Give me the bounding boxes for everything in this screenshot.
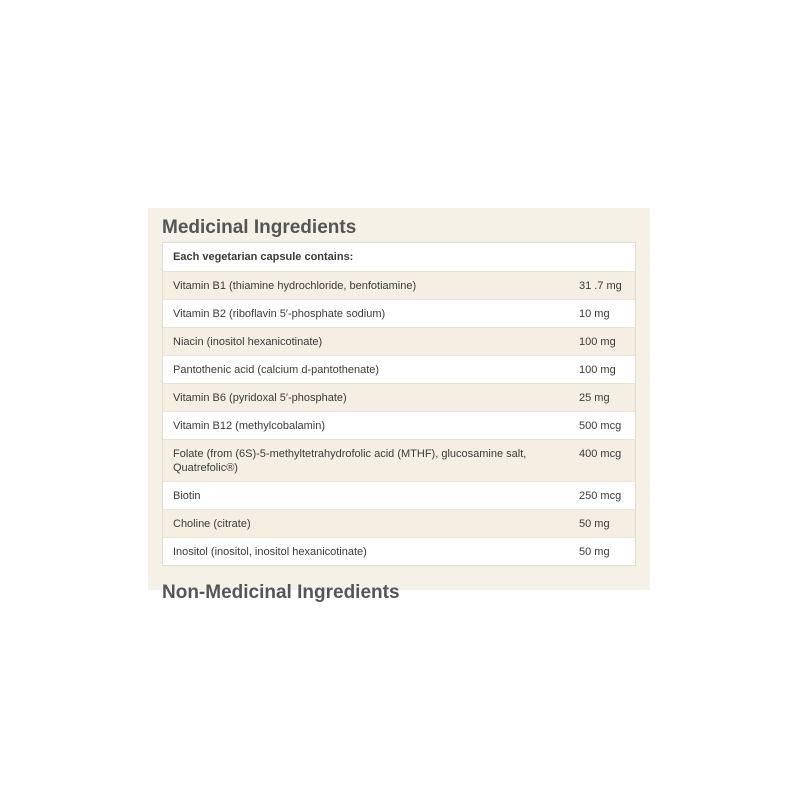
ingredient-amount: 100 mg [579, 364, 616, 376]
ingredient-amount: 10 mg [579, 308, 610, 320]
table-row [163, 271, 635, 299]
ingredient-name: Niacin (inositol hexanicotinate) [173, 336, 323, 348]
medicinal-ingredients-title: Medicinal Ingredients [162, 217, 357, 238]
ingredient-amount: 50 mg [579, 546, 610, 558]
ingredient-name: Folate (from (6S)-5-methyltetrahydrofolic acid (MTHF), glucosamine salt, Quatrefolic®) [173, 448, 527, 474]
table-header-row [163, 243, 635, 271]
ingredient-amount: 50 mg [579, 518, 610, 530]
ingredient-name: Vitamin B2 (riboflavin 5′-phosphate sodium) [173, 308, 386, 320]
ingredient-name: Vitamin B1 (thiamine hydrochloride, benfotiamine) [173, 280, 417, 292]
ingredient-name: Pantothenic acid (calcium d-pantothenate) [173, 364, 380, 376]
table-row [163, 411, 635, 439]
table-row [163, 383, 635, 411]
ingredients-panel [148, 208, 650, 603]
ingredient-name: Choline (citrate) [173, 518, 251, 530]
ingredients-table [162, 242, 636, 566]
table-row [163, 481, 635, 509]
ingredient-name: Biotin [173, 490, 201, 502]
table-row [163, 509, 635, 537]
ingredient-amount: 100 mg [579, 336, 616, 348]
ingredient-amount: 500 mcg [579, 420, 622, 432]
non-medicinal-ingredients-title: Non-Medicinal Ingredients [162, 582, 400, 603]
ingredient-amount: 400 mcg [579, 448, 622, 460]
table-row [163, 327, 635, 355]
ingredient-name: Vitamin B12 (methylcobalamin) [173, 420, 326, 432]
ingredient-amount: 31 .7 mg [579, 280, 622, 292]
table-header-label: Each vegetarian capsule contains: [173, 251, 354, 263]
table-row [163, 355, 635, 383]
table-row [163, 439, 635, 481]
ingredient-name: Inositol (inositol, inositol hexanicotinate) [173, 546, 367, 558]
table-row [163, 537, 635, 565]
table-row [163, 299, 635, 327]
ingredient-name: Vitamin B6 (pyridoxal 5′-phosphate) [173, 392, 347, 404]
ingredient-amount: 250 mcg [579, 490, 622, 502]
ingredient-amount: 25 mg [579, 392, 610, 404]
